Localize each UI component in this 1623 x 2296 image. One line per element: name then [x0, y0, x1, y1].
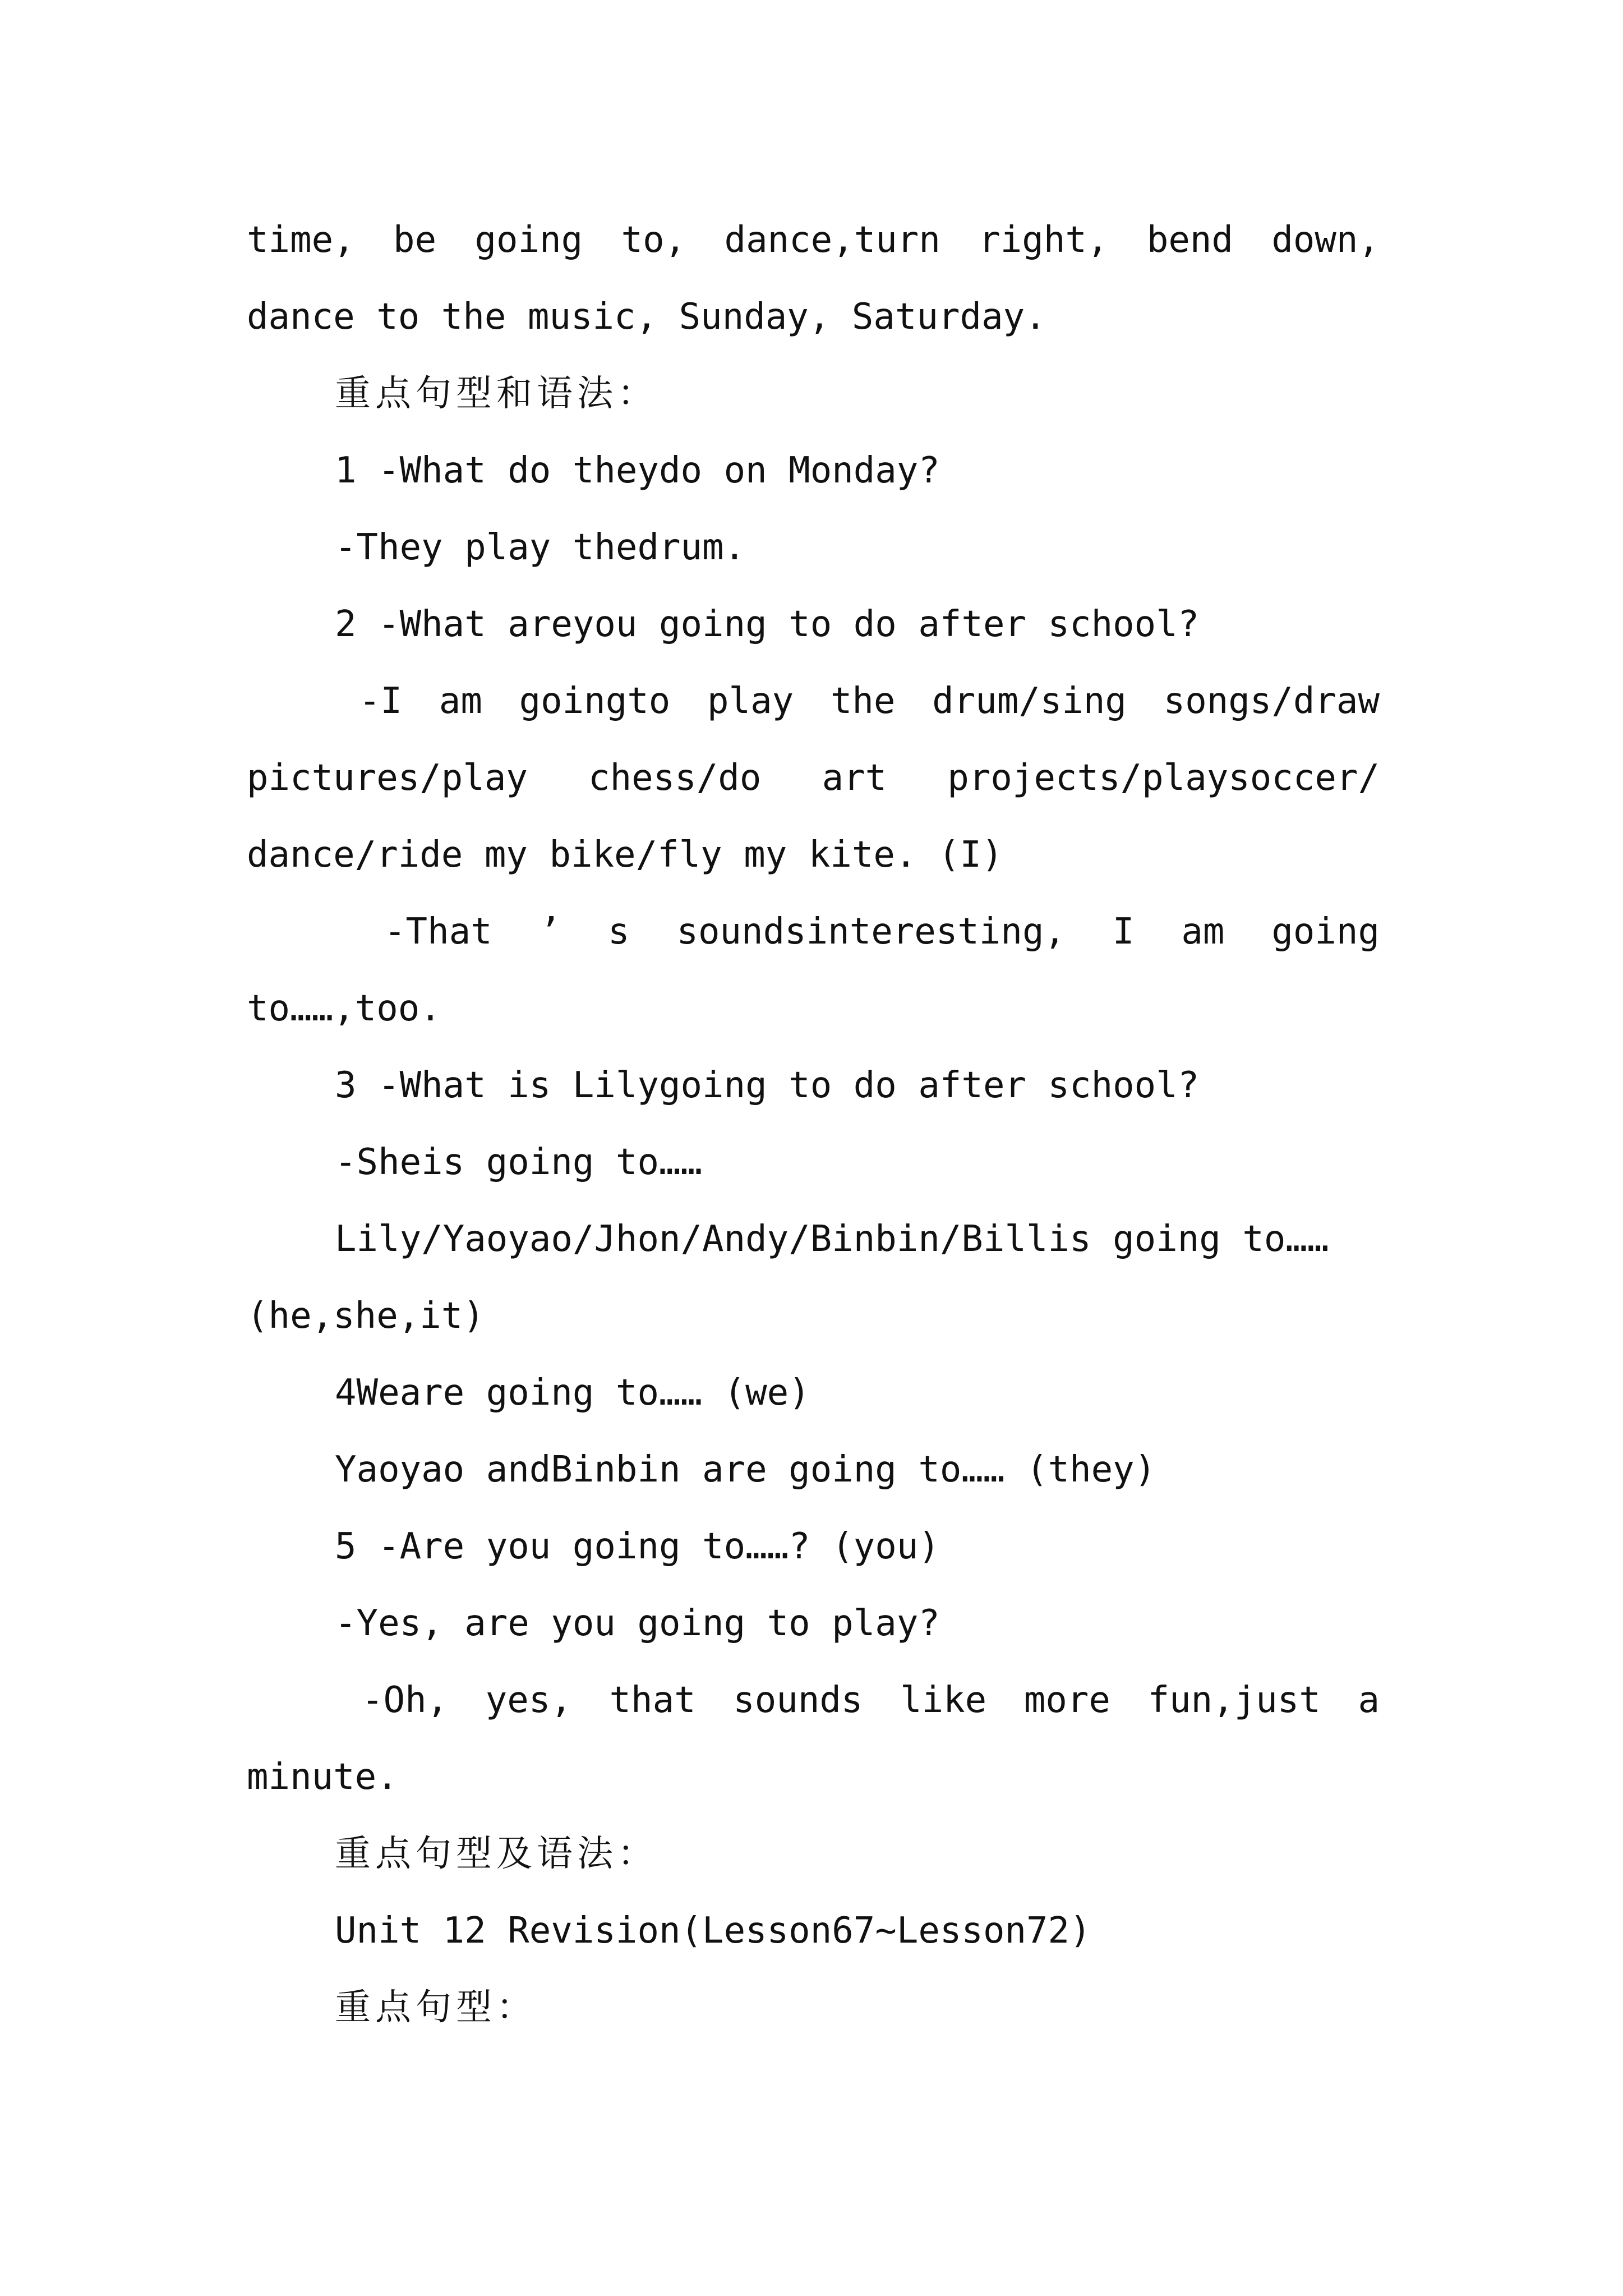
word: bend — [1146, 219, 1233, 261]
text-line: 3 -What is Lilygoing to do after school? — [335, 1065, 1200, 1106]
word: soundsinteresting, — [676, 911, 1066, 953]
section-heading: 重点句型和语法： — [335, 373, 658, 415]
word: that — [609, 1680, 696, 1721]
word: pictures/play — [247, 757, 528, 799]
text-line: dance to the music, Sunday, Saturday. — [247, 296, 1046, 338]
word: play — [707, 680, 794, 722]
word: I — [1112, 911, 1135, 953]
word: -That — [384, 911, 492, 953]
word: yes, — [485, 1680, 572, 1721]
word: going — [1271, 911, 1380, 953]
text-line: -They play thedrum. — [335, 527, 746, 568]
text-line — [247, 219, 1380, 261]
word: -Oh, — [362, 1680, 449, 1721]
section-heading: 重点句型： — [335, 1987, 537, 2028]
word: be — [393, 219, 437, 261]
text-line: Unit 12 Revision(Lesson67~Lesson72) — [335, 1910, 1091, 1952]
word: down, — [1271, 219, 1380, 261]
word: more — [1023, 1680, 1110, 1721]
word: drum/sing — [932, 680, 1127, 722]
text-line — [247, 757, 1380, 799]
word: time, — [247, 219, 355, 261]
word: chess/do — [588, 757, 762, 799]
text-line: Yaoyao andBinbin are going to…… (they) — [335, 1449, 1156, 1490]
text-line: minute. — [247, 1756, 398, 1798]
section-heading: 重点句型及语法： — [335, 1833, 658, 1875]
text-line — [384, 911, 1380, 953]
word: sounds — [733, 1680, 863, 1721]
word: projects/playsoccer/ — [947, 757, 1380, 799]
text-line — [359, 680, 1380, 722]
word: dance,turn — [724, 219, 940, 261]
text-line: to……,too. — [247, 988, 441, 1029]
word: am — [439, 680, 482, 722]
text-line: -Yes, are you going to play? — [335, 1603, 940, 1644]
text-line: (he,she,it) — [247, 1295, 485, 1337]
word: right, — [979, 219, 1109, 261]
text-line: dance/ride my bike/fly my kite. (I) — [247, 834, 1003, 876]
word: -I — [359, 680, 403, 722]
text-line — [362, 1680, 1380, 1721]
word: fun,just — [1147, 1680, 1321, 1721]
word: goingto — [519, 680, 671, 722]
word: s — [608, 911, 630, 953]
word: going — [474, 219, 583, 261]
text-line: 5 -Are you going to……? (you) — [335, 1526, 940, 1567]
word: songs/draw — [1163, 680, 1380, 722]
text-line: -Sheis going to…… — [335, 1142, 703, 1183]
word: to, — [621, 219, 686, 261]
word: ’ — [539, 911, 561, 953]
text-line: 4Weare going to…… (we) — [335, 1372, 810, 1414]
text-line: Lily/Yaoyao/Jhon/Andy/Binbin/Billis going to…… — [335, 1218, 1329, 1260]
word: the — [830, 680, 896, 722]
text-line: 1 -What do theydo on Monday? — [335, 450, 940, 491]
text-line: 2 -What areyou going to do after school? — [335, 604, 1200, 645]
word: a — [1358, 1680, 1380, 1721]
word: like — [900, 1680, 987, 1721]
word: am — [1181, 911, 1225, 953]
word: art — [822, 757, 887, 799]
